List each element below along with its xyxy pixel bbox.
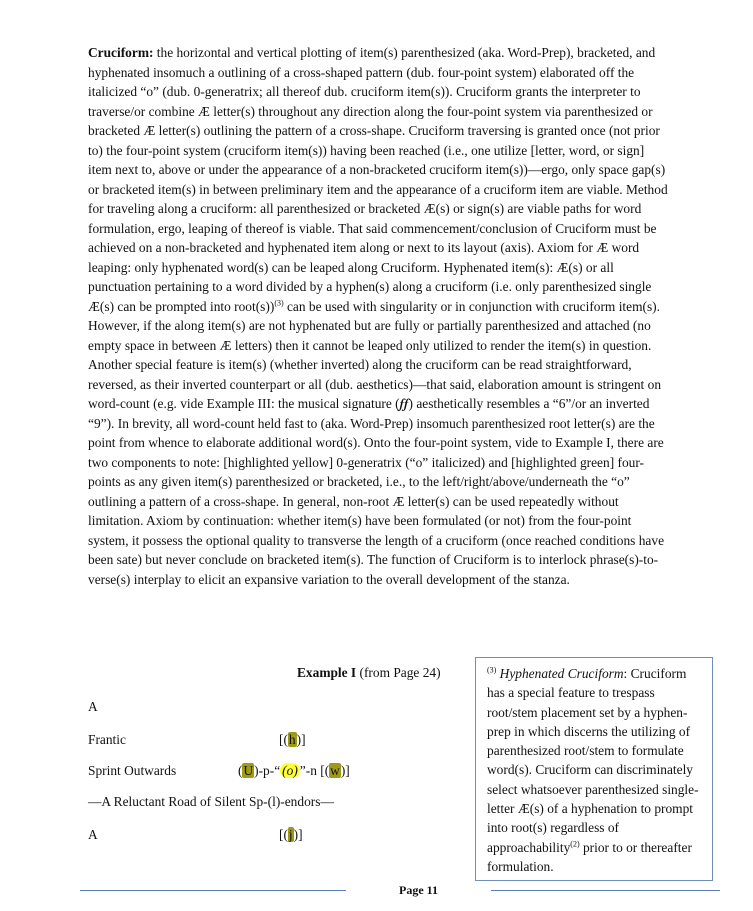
footnote-body: Cruciform has a special feature to trespass root/stem placement set by a hyphen-prep in which discerns the utilizing of parenthesized root/stem to formulate word(s). Cruciform can discriminately select whatsoever parenthesized single-letter Æ(s) of a hyphenation to prompt into root(s) regardless of approachability <box>487 666 699 855</box>
footnote-ref-2: (2) <box>570 839 580 849</box>
row-text: Frantic <box>88 732 126 747</box>
page-number: Page 11 <box>399 883 438 897</box>
term-lead: Cruciform: <box>88 45 154 60</box>
main-paragraph <box>88 43 670 589</box>
row-text: Sprint Outwards <box>88 763 177 778</box>
footer-rule-right <box>491 890 720 891</box>
footnote-title: Hyphenated Cruciform <box>496 666 624 681</box>
example-row-5 <box>88 827 98 843</box>
hyphen-segment-2: ”-n [( <box>299 763 330 778</box>
example-title <box>297 665 441 681</box>
highlight-green-point-2: w <box>330 763 340 778</box>
row-text: A <box>88 699 98 714</box>
example-row-2 <box>88 732 126 748</box>
highlight-green-point: h <box>288 732 296 747</box>
footnote-ref: (3) <box>274 298 284 308</box>
example-row-3 <box>88 763 176 779</box>
hyphen-segment: )-p-“ <box>254 763 281 778</box>
bracket-close: )] <box>296 732 306 747</box>
highlight-yellow-generatrix: (o) <box>282 763 298 778</box>
row-text: A <box>88 827 98 842</box>
paragraph-text <box>88 43 670 589</box>
page-footer <box>80 882 720 898</box>
footnote-box <box>475 657 713 881</box>
footnote-colon: : <box>623 666 628 681</box>
bracket-open: [( <box>279 732 288 747</box>
example-row-3-cruciform <box>238 763 350 779</box>
bracket-close: )] <box>340 763 350 778</box>
example-title-rest: (from Page 24) <box>356 665 441 680</box>
bracket-open: [( <box>279 827 288 842</box>
footer-rule-left <box>80 890 346 891</box>
example-row-1 <box>88 699 98 715</box>
paragraph-body: the horizontal and vertical plotting of item(s) parenthesized (aka. Word-Prep), bracketed, and hyphenated insomuch a outlining of a cross-shaped pattern (dub. four-point system) elaborated off the italicized “o” (dub. 0-generatrix; all thereof dub. cruciform item(s)). Cruciform grants the interpreter to traverse/or combine Æ letter(s) throughout any direction along the four-point system via parenthesized or bracketed Æ letter(s) outlining the pattern of a cross-shape. Cruciform traversing is granted once (not prior to) the four-point system (cruciform item(s)) having been reached (i.e., one utilize [letter, word, or sign] item next to, above or under the appearance of a non-bracketed cruciform item(s))—ergo, only space gap(s) or bracketed item(s) in between preliminary item and the appearance of a cruciform item are viable. Method for traveling along a cruciform: all parenthesized or bracketed Æ(s) or sign(s) are viable paths for word formulation, ergo, leaping of thereof is viable. That said commencement/conclusion of Cruciform must be achieved on a non-bracketed and hyphenated item along or next to its layout (axis). Axiom for Æ word leaping: only hyphenated word(s) can be leaped along Cruciform. Hyphenated item(s): Æ(s) or all punctuation pertaining to a word divided by a hyphen(s) along a cruciform (i.e. only parenthesized single Æ(s) can be prompted into root(s)) <box>88 45 668 314</box>
example-row-2-cruciform <box>279 732 306 748</box>
example-title-bold: Example I <box>297 665 357 680</box>
row-text: —A Reluctant Road of Silent Sp-(l)-endors— <box>88 794 334 809</box>
example-row-5-cruciform <box>279 827 303 843</box>
footnote-number: (3) <box>487 665 497 675</box>
example-row-4 <box>88 794 334 810</box>
paragraph-body-continued: can be used with singularity or in conjunction with cruciform item(s). However, if the along item(s) are not hyphenated but are fully or partially parenthesized and attached (no empty space in between Æ letters) then it cannot be leaped only utilized to render the item(s) in question. Another special feature is item(s) (whether inverted) along the cruciform can be read straightforward, reversed, as their inverted counterpart or all (dub. aesthetics)—that said, elaboration amount is stringent on word-count (e.g. vide Example III: the musical signature (𝆑𝆑) aesthetically resembles a “6”/or an inverted “9”). In brevity, all word-count held fast to (aka. Word-Prep) insomuch parenthesized root letter(s) are the point from whence to elaborate additional word(s). Onto the four-point system, vide to Example I, there are two components to note: [highlighted yellow] 0-generatrix (“o” italicized) and [highlighted green] four-points as any given item(s) parenthesized or bracketed, i.e., to the left/right/above/underneath the “o” outlining a pattern of a cross-shape. In general, non-root Æ letter(s) can be used repeatedly without limitation. Axiom by continuation: whether item(s) have been formulated (or not) from the four-point system, it possess the optional quality to transverse the length of a cruciform (once reached conditions have been sate) but never conclude on bracketed item(s). The function of Cruciform is to interlock phrase(s)-to-verse(s) interplay to elicit an expansive variation to the overall development of the stanza. <box>88 298 665 587</box>
bracket-close: )] <box>293 827 303 842</box>
highlight-green-point: U <box>243 763 254 778</box>
paren-open: ( <box>238 763 243 778</box>
footnote-body-continued: prior to or thereafter formulation. <box>487 839 692 874</box>
highlight-green-point: j <box>288 827 293 842</box>
